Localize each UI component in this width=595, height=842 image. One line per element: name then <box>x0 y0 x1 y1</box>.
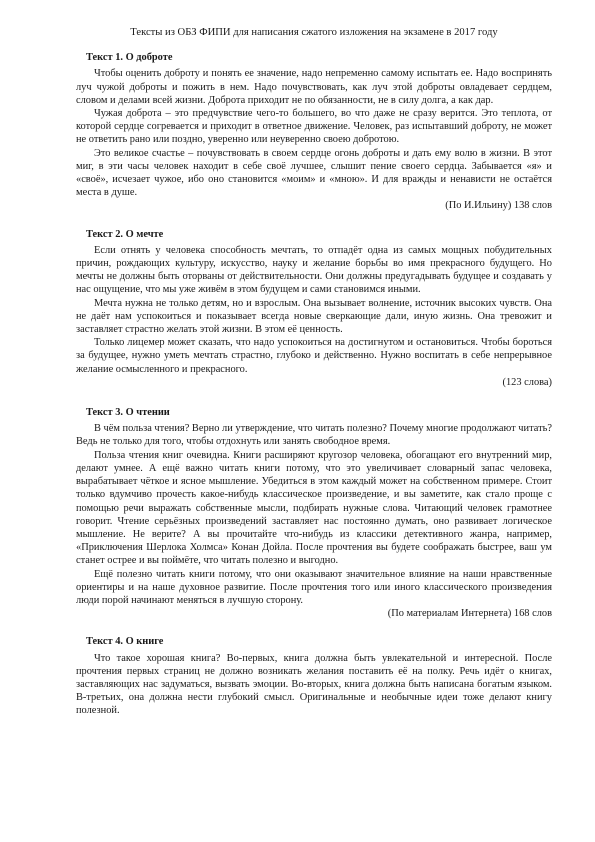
document-title: Тексты из ОБЗ ФИПИ для написания сжатого изложения на экзамене в 2017 году <box>130 27 498 38</box>
paragraph: Чужая доброта – это предчувствие чего-то большего, во что даже не сразу верится. Это теплота, от которой сердце согревается и приходит в ответное движение. Человек, раз испытавший доброту, не может не ответить рано или поздно, уверенно или неуверенно своею добротою. <box>76 108 552 146</box>
section-text-4 <box>76 635 552 717</box>
paragraph: Если отнять у человека способность мечтать, то отпадёт одна из самых мощных побудительных причин, рождающих культуру, искусство, науку и желание борьбы во имя прекрасного будущего. Но мечты не должны быть оторваны от действительности. Они должны предугадывать будущее и создавать у нас ощущение, что мы уже живём в этом будущем и сами становимся иными. <box>76 244 552 296</box>
paragraph: Чтобы оценить доброту и понять ее значение, надо непременно самому испытать ее. Надо воспринять луч чужой доброты и пожить в нем. Надо почувствовать, как луч этой доброты овладевает сердцем, словом и делами всей жизни. Доброта приходит не по обязанности, не в силу долга, а как дар. <box>76 68 552 106</box>
paragraph: Ещё полезно читать книги потому, что они оказывают значительное влияние на наши нравственные ориентиры и на наше духовное развитие. После прочтения того или иного классического произведения люди порой начинают меняться в лучшую сторону. <box>76 568 552 606</box>
section-text-2 <box>76 228 552 389</box>
section-heading: Текст 1. О доброте <box>86 52 173 64</box>
source-note: (По И.Ильину) 138 слов <box>445 200 552 212</box>
section-heading: Текст 2. О мечте <box>86 228 164 240</box>
section-heading: Текст 3. О чтении <box>86 407 170 419</box>
source-note: (По материалам Интернета) 168 слов <box>387 608 552 620</box>
section-text-1 <box>76 51 552 212</box>
paragraph: Что такое хорошая книга? Во-первых, книга должна быть увлекательной и интересной. После прочтения первых страниц не должно возникать желания поставить её на полку. Речь идёт о книгах, заставляющих нас задуматься, вызвать эмоции. Во-вторых, книга должна быть написана богатым языком. В-третьих, она должна нести глубокий смысл. Оригинальные и необычные идеи тоже делают книгу полезной. <box>76 652 552 717</box>
document-page <box>76 26 552 718</box>
section-text-3 <box>76 406 552 620</box>
source-note: (123 слова) <box>502 376 552 388</box>
paragraph: Это великое счастье – почувствовать в своем сердце огонь доброты и дать ему волю в жизни. В этот миг, в эти часы человек находит в себе своё лучшее, слышит пение своего сердца. Забывается «я» и «своё», исчезает чужое, ибо оно становится «моим» и «мною». И для вражды и ненависти не остаётся места в душе. <box>76 147 552 199</box>
section-heading: Текст 4. О книге <box>86 636 164 648</box>
paragraph: В чём польза чтения? Верно ли утверждение, что читать полезно? Почему многие продолжают читать? Ведь не только для того, чтобы отдохнуть или занять свободное время. <box>76 423 552 448</box>
paragraph: Польза чтения книг очевидна. Книги расширяют кругозор человека, обогащают его внутренний мир, делают умнее. А ещё важно читать книги потому, что это увеличивает словарный запас человека, вырабатывает чёткое и ясное мышление. Убедиться в этом каждый может на собственном примере. Стоит только вдумчиво прочесть какое-нибудь классическое произведение, и вы заметите, как стало проще с помощью речи выражать собственные мысли, подбирать нужные слова. Читающий человек грамотнее говорит. Чтение серьёзных произведений заставляет нас постоянно думать, оно развивает логическое мышление. Не верите? А вы прочитайте что-нибудь из классики детективного жанра, например, «Приключения Шерлока Холмса» Конан Дойла. После прочтения вы будете соображать быстрее, ваш ум станет острее и вы поймёте, что читать полезно и выгодно. <box>76 449 552 567</box>
paragraph: Мечта нужна не только детям, но и взрослым. Она вызывает волнение, источник высоких чувств. Она не даёт нам успокоиться и показывает всегда новые сверкающие дали, иную жизнь. Она тревожит и заставляет страстно желать этой жизни. В этом её ценность. <box>76 297 552 336</box>
paragraph: Только лицемер может сказать, что надо успокоиться на достигнутом и остановиться. Чтобы бороться за будущее, нужно уметь мечтать страстно, глубоко и действенно. Нужно воспитать в себе непрерывное желание осмысленного и прекрасного. <box>76 337 552 375</box>
